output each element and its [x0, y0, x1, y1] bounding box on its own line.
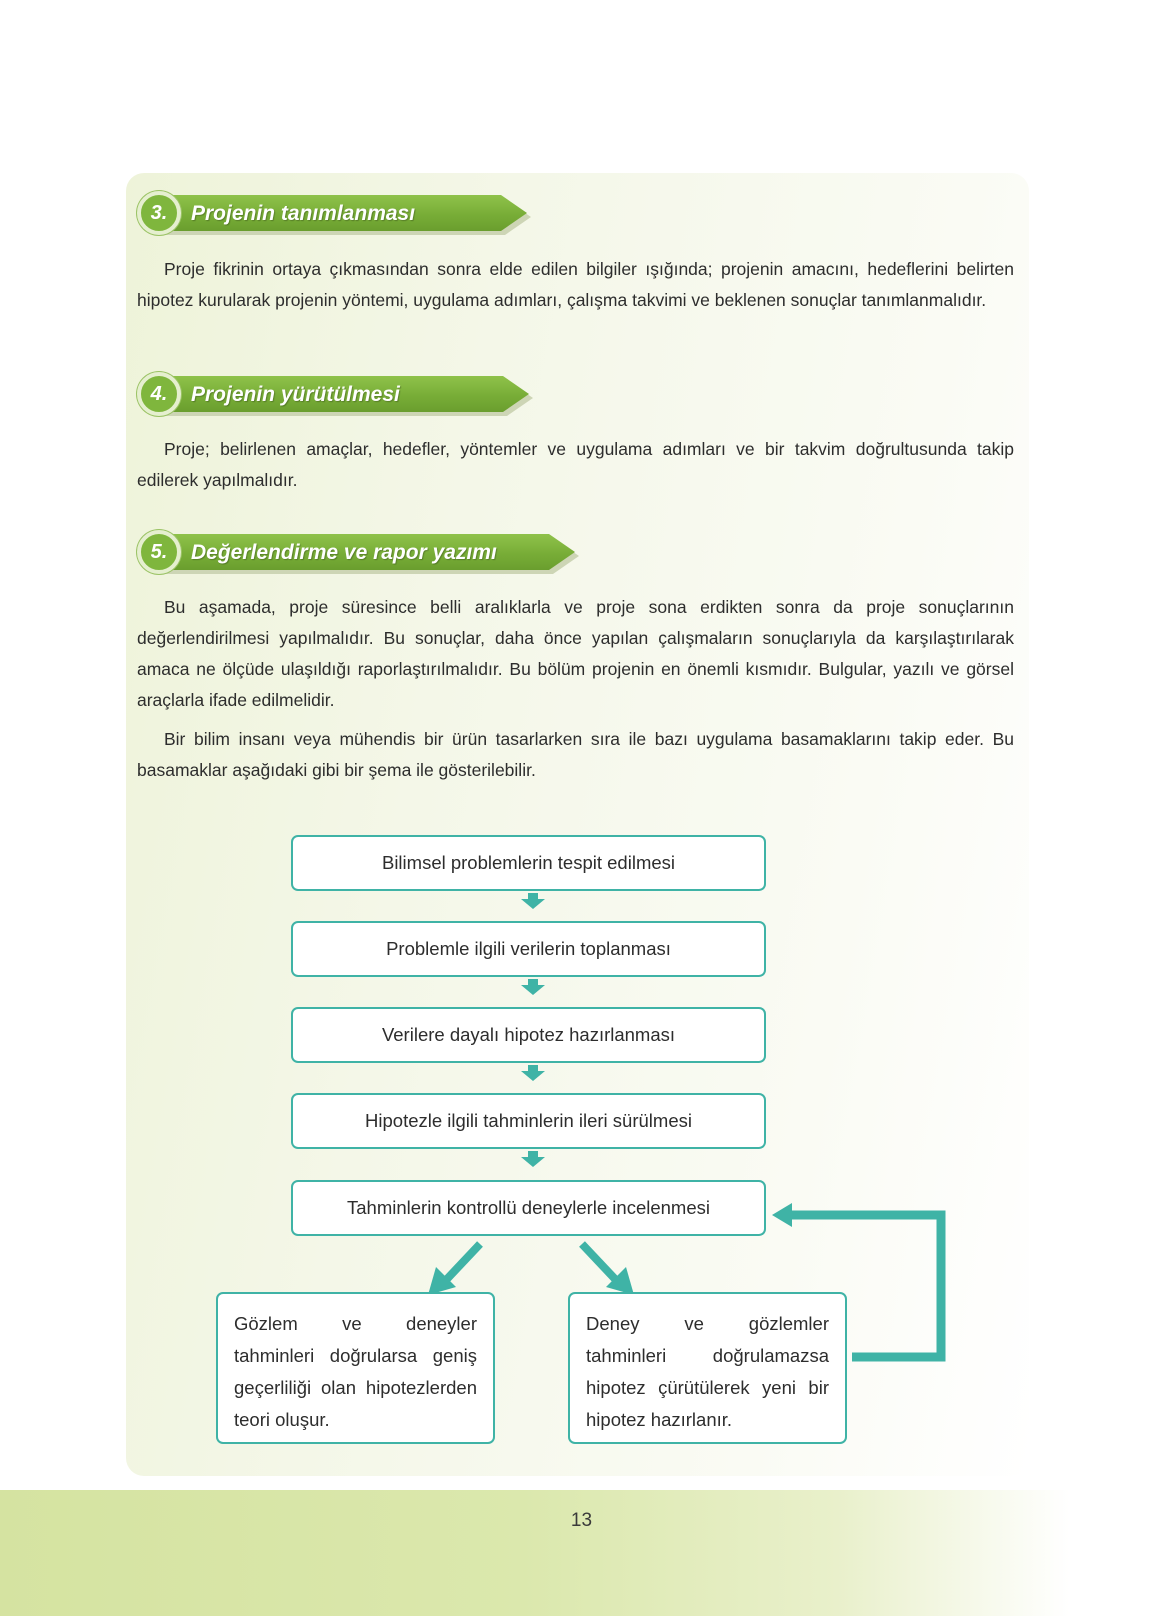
section-5-paragraph-2: Bir bilim insanı veya mühendis bir ürün tasarlarken sıra ile bazı uygulama basamaklarını takip eder. Bu basamaklar aşağıdaki gibi bir şema ile gösterilebilir.: [137, 729, 1014, 780]
down-arrow-icon: [521, 893, 545, 909]
page-number: 13: [570, 1510, 593, 1531]
page-footer-band: [0, 1490, 1163, 1616]
flow-step-2: Problemle ilgili verilerin toplanması: [291, 921, 766, 977]
flow-step-1: Bilimsel problemlerin tespit edilmesi: [291, 835, 766, 891]
section-title: Projenin yürütülmesi: [191, 383, 400, 406]
outcome-box-right: Deney ve gözlemler tahminleri doğrulamazsa hipotez çürütülerek yeni bir hipotez hazırlanır.: [568, 1292, 847, 1444]
section-5-paragraph: Bu aşamada, proje süresince belli aralıklarla ve proje sona erdikten sonra da proje sonuçlarının değerlendirilmesi yapılmalıdır. Bu sonuçlar, daha önce yapılan çalışmaların sonuçlarıyla da karşılaştırılarak amaca ne ölçüde ulaşıldığı raporlaştırılmalıdır. Bu bölüm projenin en önemli kısmıdır. Bulgular, yazılı ve görsel araçlarla ifade edilmelidir.: [137, 597, 1014, 710]
down-arrow-icon: [521, 1151, 545, 1167]
down-arrow-icon: [521, 1065, 545, 1081]
section-title: Değerlendirme ve rapor yazımı: [191, 541, 497, 564]
section-4-paragraph: Proje; belirlenen amaçlar, hedefler, yöntemler ve uygulama adımları ve bir takvim doğrultusunda takip edilerek yapılmalıdır.: [137, 439, 1014, 490]
down-arrow-icon: [521, 979, 545, 995]
flow-step-5: Tahminlerin kontrollü deneylerle incelenmesi: [291, 1180, 766, 1236]
section-number-badge: 3.: [137, 191, 181, 235]
section-number-badge: 5.: [137, 530, 181, 574]
content-panel: [126, 173, 1029, 1476]
flow-step-4: Hipotezle ilgili tahminlerin ileri sürülmesi: [291, 1093, 766, 1149]
section-number-badge: 4.: [137, 372, 181, 416]
outcome-box-left: Gözlem ve deneyler tahminleri doğrularsa geniş geçerliliği olan hipotezlerden teori oluşur.: [216, 1292, 495, 1444]
section-3-paragraph: Proje fikrinin ortaya çıkmasından sonra elde edilen bilgiler ışığında; projenin amacını, hedeflerini belirten hipotez kurularak projenin yöntemi, uygulama adımları, çalışma takvimi ve beklenen sonuçlar tanımlanmalıdır.: [137, 259, 1014, 310]
section-title: Projenin tanımlanması: [191, 202, 416, 225]
flow-step-3: Verilere dayalı hipotez hazırlanması: [291, 1007, 766, 1063]
